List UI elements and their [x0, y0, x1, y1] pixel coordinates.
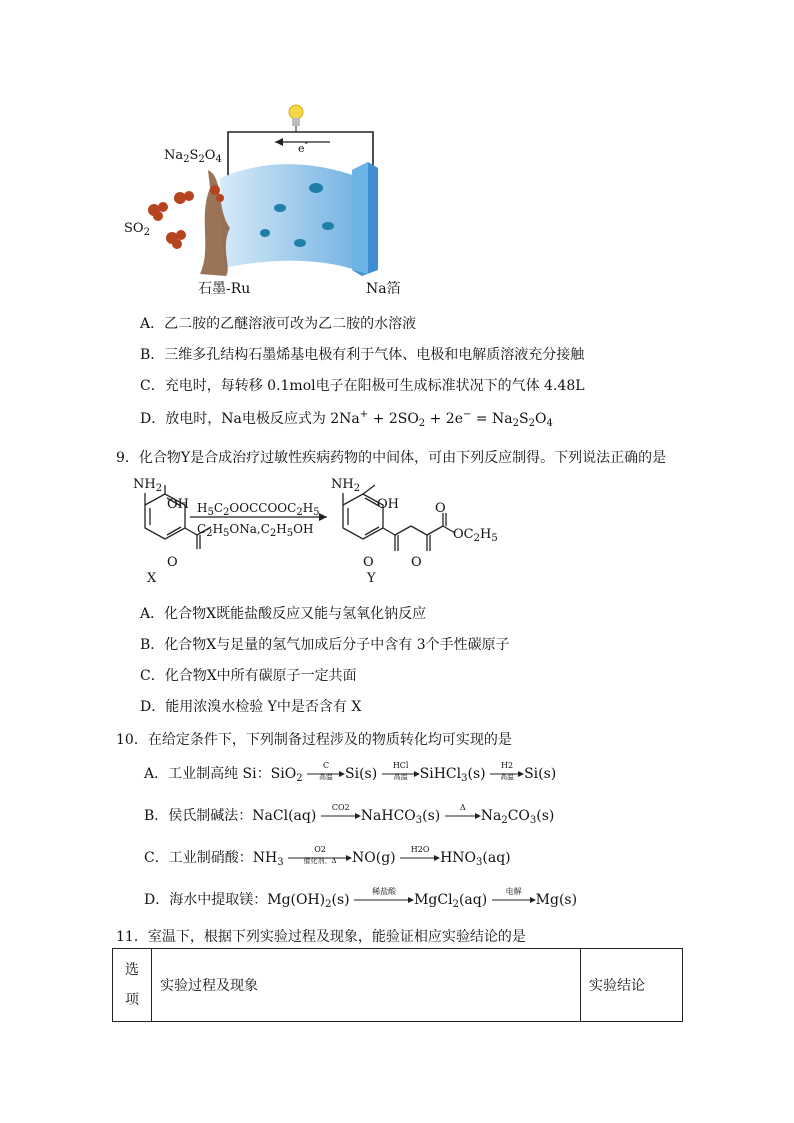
x-o: O: [167, 555, 178, 570]
arrow-a1: C 高温: [307, 771, 345, 777]
arrow-a2: HCl 高温: [382, 771, 420, 777]
bulb-icon: [289, 105, 303, 132]
y-o1: O: [363, 555, 374, 570]
q9-stem: 9．化合物Y是合成治疗过敏性疾病药物的中间体，可由下列反应制得。下列说法正确的是: [116, 450, 667, 466]
label-electron: e-: [298, 138, 308, 155]
x-nh2: $NH_2$: [133, 477, 163, 494]
y-oh: OH: [377, 497, 399, 512]
y-nh2: $NH_2$: [331, 477, 361, 494]
reagent-top: $H_5C_2OOCCOOC_2H_5$: [197, 501, 320, 518]
q10-option-d-text: D．海水中提取镁：: [144, 892, 268, 908]
q8-option-d: D．放电时，Na电极反应式为 $2Na^+ + 2SO_2 + 2e^- = Na_2S_2O_4$: [140, 409, 553, 429]
arrow-a3: H2 高温: [490, 771, 524, 777]
q9-reaction-scheme: [115, 475, 515, 590]
label-graphite-ru: 石墨-Ru: [198, 281, 251, 297]
q8-option-a: A．乙二胺的乙醚溶液可改为乙二胺的水溶液: [140, 316, 417, 332]
q10-stem: 10．在给定条件下，下列制备过程涉及的物质转化均可实现的是: [116, 732, 512, 748]
label-x: X: [147, 571, 157, 586]
q8-option-d-text: D．放电时，Na电极反应式为: [140, 411, 326, 427]
battery-diagram: [120, 98, 420, 298]
x-oh: OH: [167, 497, 189, 512]
battery-figure: [120, 98, 420, 298]
q11-stem: 11．室温下，根据下列实验过程及现象，能验证相应实验结论的是: [116, 929, 526, 945]
q9-option-d: D．能用浓溴水检验 Y中是否含有 X: [140, 699, 362, 715]
arrow-b1: CO2: [321, 813, 361, 819]
arrow-c1: O2 催化剂、Δ: [288, 855, 352, 861]
q10-option-c-text: C．工业制硝酸：: [144, 850, 253, 866]
reagent-bottom: $C_2H_5ONa,C_2H_5OH$: [197, 522, 314, 539]
col-process: 实验过程及现象: [152, 949, 581, 1022]
col-conclusion: 实验结论: [581, 949, 683, 1022]
arrow-b2: Δ: [445, 813, 481, 819]
q10-option-d: D．海水中提取镁：$Mg(OH)_2(s)$ 稀盐酸 MgCl$_2$(aq) 电解 Mg(s): [144, 887, 578, 910]
q10-option-b-text: B．侯氏制碱法：: [144, 808, 253, 824]
table-header-row: [113, 949, 683, 1022]
label-so2: $SO_2$: [124, 221, 150, 238]
q9-option-a: A．化合物X既能盐酸反应又能与氢氧化钠反应: [140, 606, 427, 622]
arrow-c2: H2O: [400, 855, 440, 861]
q10-option-a-text: A．工业制高纯 Si：: [144, 766, 271, 782]
experiment-table: [112, 948, 683, 1022]
y-oc2h5: $OC_2H_5$: [453, 527, 498, 544]
col-option: 选 项: [113, 949, 152, 1022]
q8-option-b: B．三维多孔结构石墨烯基电极有利于气体、电极和电解质溶液充分接触: [140, 347, 585, 363]
arrow-d2: 电解: [492, 897, 536, 903]
q9-option-c: C．化合物X中所有碳原子一定共面: [140, 668, 357, 684]
y-o2: O: [411, 555, 422, 570]
q10-option-c: C．工业制硝酸：$NH_3$ O2 催化剂、Δ NO(g) H2O $HNO_3(aq)$: [144, 845, 511, 868]
q9-option-b: B．化合物X与足量的氢气加成后分子中含有 3个手性碳原子: [140, 637, 510, 653]
label-na2s2o4: $Na_2S_2O_4$: [164, 148, 222, 165]
label-y: Y: [367, 571, 376, 586]
y-o3: O: [435, 501, 446, 516]
q10-option-b: B．侯氏制碱法：NaCl(aq) CO2 NaHCO$_3$(s) Δ $Na_2CO_3(s)$: [144, 803, 555, 826]
arrow-d1: 稀盐酸: [354, 897, 414, 903]
q10-option-a: A．工业制高纯 Si：SiO$_2$ C 高温 Si(s) HCl 高温 SiHCl$_3$(s) H2 高温 Si(s): [144, 761, 557, 784]
label-na-foil: Na箔: [366, 281, 401, 297]
q8-option-c: C．充电时，每转移 0.1mol电子在阳极可生成标准状况下的气体 4.48L: [140, 378, 585, 394]
